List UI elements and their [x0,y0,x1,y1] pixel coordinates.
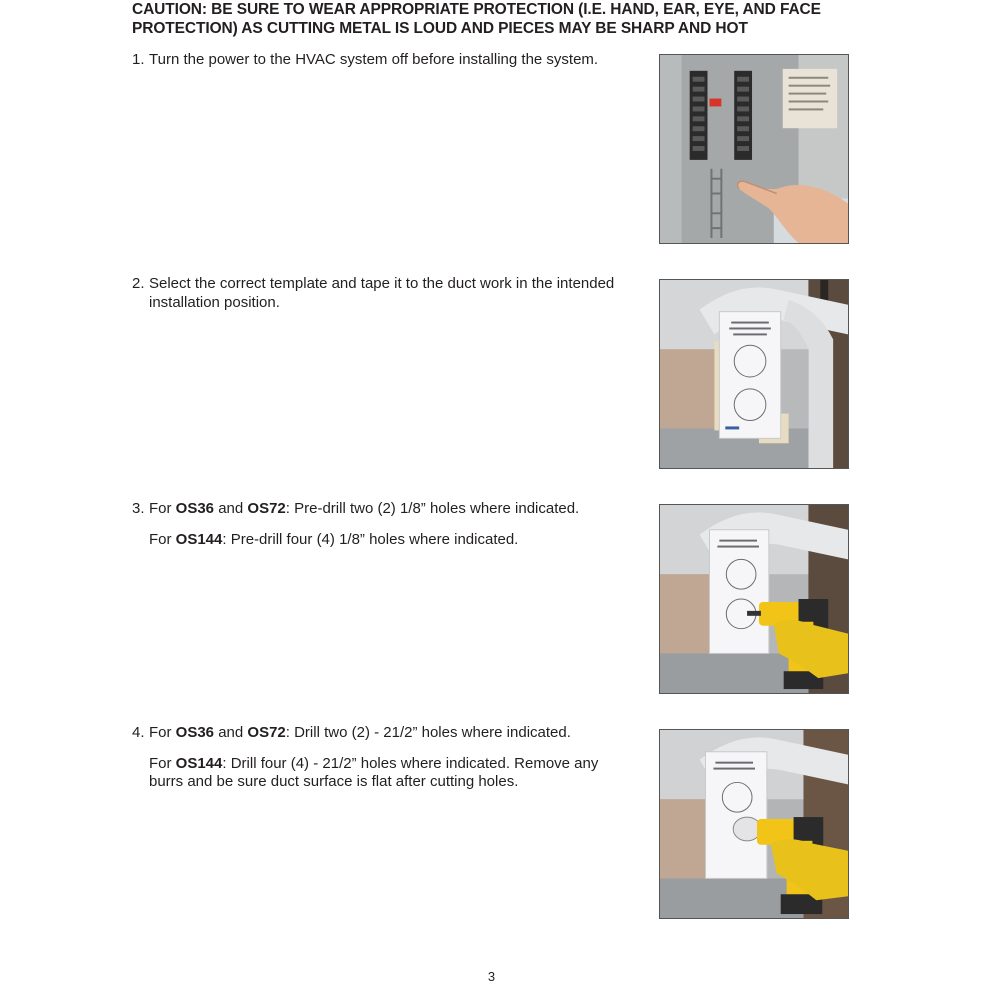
model-os36: OS36 [175,724,215,741]
breaker-panel-photo [659,54,849,244]
caution-line-1: CAUTION: BE SURE TO WEAR APPROPRIATE PROTECTION (I.E. HAND, EAR, EYE, AND FACE [132,1,821,18]
step-2 [132,275,632,312]
step-number: 3. [132,500,145,517]
page-number: 3 [487,969,496,984]
template-taped-photo [659,279,849,469]
step-text: Turn the power to the HVAC system off before installing the system. [149,51,599,68]
step-number: 1. [132,51,145,68]
model-os72: OS72 [247,500,286,517]
step-3: 3. For OS36 and OS72: Pre-drill two (2) 1/8” holes where indicated. For OS144: Pre-drill four (4) 1/8” holes where indicated. [132,500,580,548]
model-os36: OS36 [175,500,215,517]
pre-drill-photo [659,504,849,694]
step-text: Select the correct template and tape it to the duct work in the intended [149,275,615,292]
step-text-continued: installation position. [149,293,280,311]
hole-saw-photo [659,729,849,919]
step-4: 4. For OS36 and OS72: Drill two (2) - 21/2” holes where indicated. For OS144: Drill four (4) - 21/2” holes where indicated. Remove any burrs and be sure duct surface is flat after cutting holes. [132,724,599,790]
step-1 [132,51,632,70]
model-os72: OS72 [247,724,286,741]
step-number: 2. [132,275,145,292]
caution-heading [132,0,852,38]
caution-line-2: PROTECTION) AS CUTTING METAL IS LOUD AND PIECES MAY BE SHARP AND HOT [132,20,748,37]
step-number: 4. [132,724,145,741]
model-os144: OS144 [175,754,223,772]
model-os144: OS144 [175,530,223,548]
